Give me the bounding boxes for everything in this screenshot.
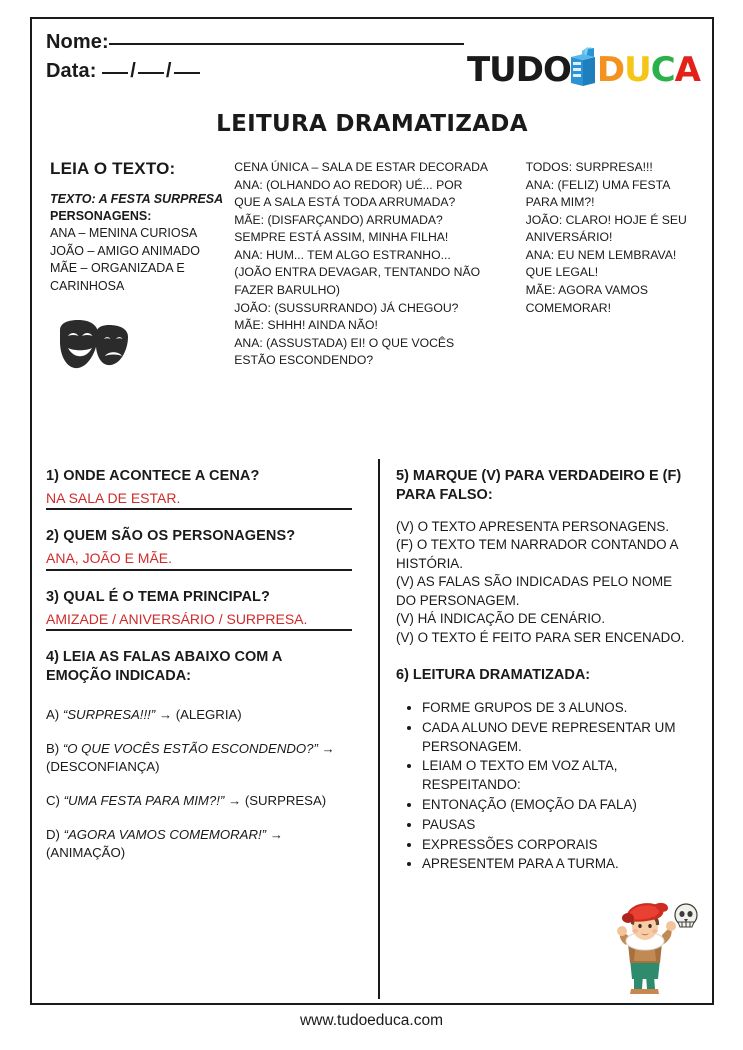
script-line: ANIVERSÁRIO! bbox=[525, 230, 613, 245]
script-line: COMEMORAR! bbox=[525, 300, 611, 315]
script-line: FAZER BARULHO) bbox=[234, 282, 340, 297]
date-day-input[interactable] bbox=[102, 72, 128, 74]
item-quote: “UMA FESTA PARA MIM?!” bbox=[63, 792, 225, 808]
item-label: B) bbox=[46, 741, 60, 757]
script-line: MÃE: SHHH! AINDA NÃO! bbox=[234, 318, 378, 333]
question-5-heading bbox=[396, 467, 704, 505]
script-line: JOÃO: CLARO! HOJE É SEU bbox=[525, 212, 687, 227]
question-1-heading: 1) ONDE ACONTECE A CENA? bbox=[46, 468, 260, 484]
theater-masks-icon bbox=[56, 318, 234, 379]
question-2 bbox=[46, 527, 364, 570]
item-emotion: (ALEGRIA) bbox=[175, 706, 242, 722]
true-false-line[interactable]: (V) AS FALAS SÃO INDICADAS PELO NOME bbox=[396, 574, 673, 590]
bullet-item: • FORME GRUPOS DE 3 ALUNOS. bbox=[422, 699, 704, 718]
script-line: PARA MIM?! bbox=[525, 195, 595, 210]
script-line: ANA: (OLHANDO AO REDOR) UÉ... POR bbox=[234, 177, 463, 192]
question-3-answer: AMIZADE / ANIVERSÁRIO / SURPRESA. bbox=[46, 610, 308, 627]
reading-info-column bbox=[44, 159, 234, 379]
item-quote: “SURPRESA!!!” bbox=[62, 706, 156, 722]
question-6-heading: 6) LEITURA DRAMATIZADA: bbox=[396, 667, 591, 684]
question-3 bbox=[46, 588, 364, 631]
true-false-line[interactable]: (F) O TEXTO TEM NARRADOR CONTANDO A bbox=[396, 537, 679, 553]
item-quote: “O QUE VOCÊS ESTÃO ESCONDENDO?” bbox=[62, 741, 318, 757]
question-1-answer-line[interactable] bbox=[46, 490, 352, 511]
question-1-answer: NA SALA DE ESTAR. bbox=[46, 489, 181, 506]
footer-url[interactable]: www.tudoeduca.com bbox=[299, 1012, 444, 1029]
script-line: QUE A SALA ESTÁ TODA ARRUMADA? bbox=[234, 195, 456, 210]
script-line: MÃE: AGORA VAMOS bbox=[525, 282, 649, 297]
script-line: ANA: (FELIZ) UMA FESTA bbox=[525, 177, 671, 192]
actor-with-skull-illustration bbox=[598, 893, 706, 1001]
arrow-icon: → bbox=[227, 792, 242, 808]
question-1 bbox=[46, 467, 364, 510]
question-6 bbox=[396, 667, 704, 874]
item-label: D) bbox=[46, 827, 60, 843]
question-4-heading-line1: 4) LEIA AS FALAS ABAIXO COM A bbox=[46, 649, 283, 666]
script-line: MÃE: (DISFARÇANDO) ARRUMADA? bbox=[234, 212, 443, 227]
bullet-item: • EXPRESSÕES CORPORAIS bbox=[422, 836, 704, 855]
item-emotion: (SURPRESA) bbox=[244, 792, 327, 808]
item-quote: “AGORA VAMOS COMEMORAR!” bbox=[63, 827, 267, 843]
date-label: Data: bbox=[46, 60, 97, 82]
questions-section bbox=[32, 467, 712, 878]
name-input-line[interactable] bbox=[109, 43, 464, 45]
script-line: JOÃO: (SUSSURRANDO) JÁ CHEGOU? bbox=[234, 300, 459, 315]
script-line: (JOÃO ENTRA DEVAGAR, TENTANDO NÃO bbox=[234, 265, 481, 280]
question-6-bullet-list bbox=[396, 699, 704, 874]
date-separator-1: / bbox=[130, 60, 136, 82]
script-column-2 bbox=[512, 159, 700, 379]
question-3-heading: 3) QUAL É O TEMA PRINCIPAL? bbox=[46, 588, 270, 605]
script-column-1 bbox=[234, 159, 511, 379]
script-line: SEMPRE ESTÁ ASSIM, MINHA FILHA! bbox=[234, 230, 449, 245]
reading-section bbox=[32, 137, 712, 379]
date-separator-2: / bbox=[165, 60, 172, 82]
question-4-heading bbox=[46, 648, 364, 686]
worksheet-header bbox=[32, 19, 712, 97]
bullet-item: • PAUSAS bbox=[422, 816, 704, 835]
true-false-line[interactable]: (V) O TEXTO É FEITO PARA SER ENCENADO. bbox=[396, 629, 685, 645]
name-label: Nome: bbox=[46, 31, 109, 53]
question-2-heading: 2) QUEM SÃO OS PERSONAGENS? bbox=[46, 528, 296, 545]
reading-heading: LEIA O TEXTO: bbox=[50, 159, 176, 178]
item-emotion: (DESCONFIANÇA) bbox=[46, 758, 160, 774]
bullet-item: • APRESENTEM PARA A TURMA. bbox=[422, 855, 704, 874]
question-4-item bbox=[46, 740, 364, 775]
date-month-input[interactable] bbox=[138, 72, 164, 74]
character-line: CARINHOSA bbox=[50, 279, 125, 293]
bullet-item: • ENTONAÇÃO (EMOÇÃO DA FALA) bbox=[422, 796, 704, 815]
date-year-input[interactable] bbox=[174, 72, 200, 74]
character-line: MÃE – ORGANIZADA E bbox=[50, 261, 185, 276]
script-line: ANA: (ASSUSTADA) EI! O QUE VOCÊS bbox=[234, 335, 455, 350]
script-line: TODOS: SURPRESA!!! bbox=[525, 160, 653, 174]
logo-text-c: C bbox=[650, 50, 675, 90]
question-4-item bbox=[46, 792, 364, 809]
text-title: TEXTO: A FESTA SURPRESA bbox=[50, 192, 224, 206]
script-line: ANA: HUM... TEM ALGO ESTRANHO... bbox=[234, 247, 451, 262]
logo-text-tudo: TUDO bbox=[466, 50, 571, 90]
item-emotion: (ANIMAÇÃO) bbox=[46, 844, 126, 860]
logo-text-u: U bbox=[624, 50, 651, 90]
question-5-heading-line2: PARA FALSO: bbox=[396, 486, 493, 503]
true-false-line: HISTÓRIA. bbox=[396, 555, 463, 571]
question-2-answer-line[interactable] bbox=[46, 550, 352, 571]
item-label: C) bbox=[46, 792, 60, 808]
true-false-line[interactable]: (V) HÁ INDICAÇÃO DE CENÁRIO. bbox=[396, 611, 606, 627]
questions-right-column bbox=[378, 467, 712, 878]
arrow-icon: → bbox=[269, 827, 283, 843]
question-5-statements bbox=[396, 518, 704, 648]
question-4 bbox=[46, 648, 364, 861]
script-line: QUE LEGAL! bbox=[525, 265, 599, 280]
question-3-answer-line[interactable] bbox=[46, 611, 352, 632]
logo-text-d: D bbox=[596, 50, 625, 90]
characters-label: PERSONAGENS: bbox=[50, 208, 152, 223]
tudoeduca-logo bbox=[466, 35, 700, 90]
script-line: CENA ÚNICA – SALA DE ESTAR DECORADA bbox=[234, 160, 489, 174]
question-2-answer: ANA, JOÃO E MÃE. bbox=[46, 550, 173, 567]
true-false-line[interactable]: (V) O TEXTO APRESENTA PERSONAGENS. bbox=[396, 518, 670, 534]
character-line: ANA – MENINA CURIOSA bbox=[50, 225, 198, 240]
worksheet-page bbox=[30, 17, 714, 1005]
arrow-icon: → bbox=[321, 741, 335, 757]
question-5 bbox=[396, 467, 704, 647]
script-line: ESTÃO ESCONDENDO? bbox=[234, 353, 374, 368]
page-title: LEITURA DRAMATIZADA bbox=[216, 111, 528, 137]
character-line: JOÃO – AMIGO ANIMADO bbox=[50, 243, 201, 258]
true-false-line: DO PERSONAGEM. bbox=[396, 592, 520, 608]
question-4-item bbox=[46, 706, 364, 723]
question-5-heading-line1: 5) MARQUE (V) PARA VERDADEIRO E (F) bbox=[396, 468, 682, 484]
question-4-item bbox=[46, 826, 364, 861]
logo-text-a: A bbox=[674, 50, 700, 90]
open-book-icon bbox=[568, 47, 598, 87]
bullet-item: • LEIAM O TEXTO EM VOZ ALTA, RESPEITANDO: bbox=[422, 757, 704, 795]
script-line: ANA: EU NEM LEMBRAVA! bbox=[525, 247, 677, 262]
question-4-heading-line2: EMOÇÃO INDICADA: bbox=[46, 667, 191, 684]
arrow-icon: → bbox=[158, 706, 173, 722]
bullet-item: • CADA ALUNO DEVE REPRESENTAR UM PERSONAGEM. bbox=[422, 719, 704, 757]
questions-left-column bbox=[32, 467, 378, 878]
item-label: A) bbox=[46, 706, 60, 722]
